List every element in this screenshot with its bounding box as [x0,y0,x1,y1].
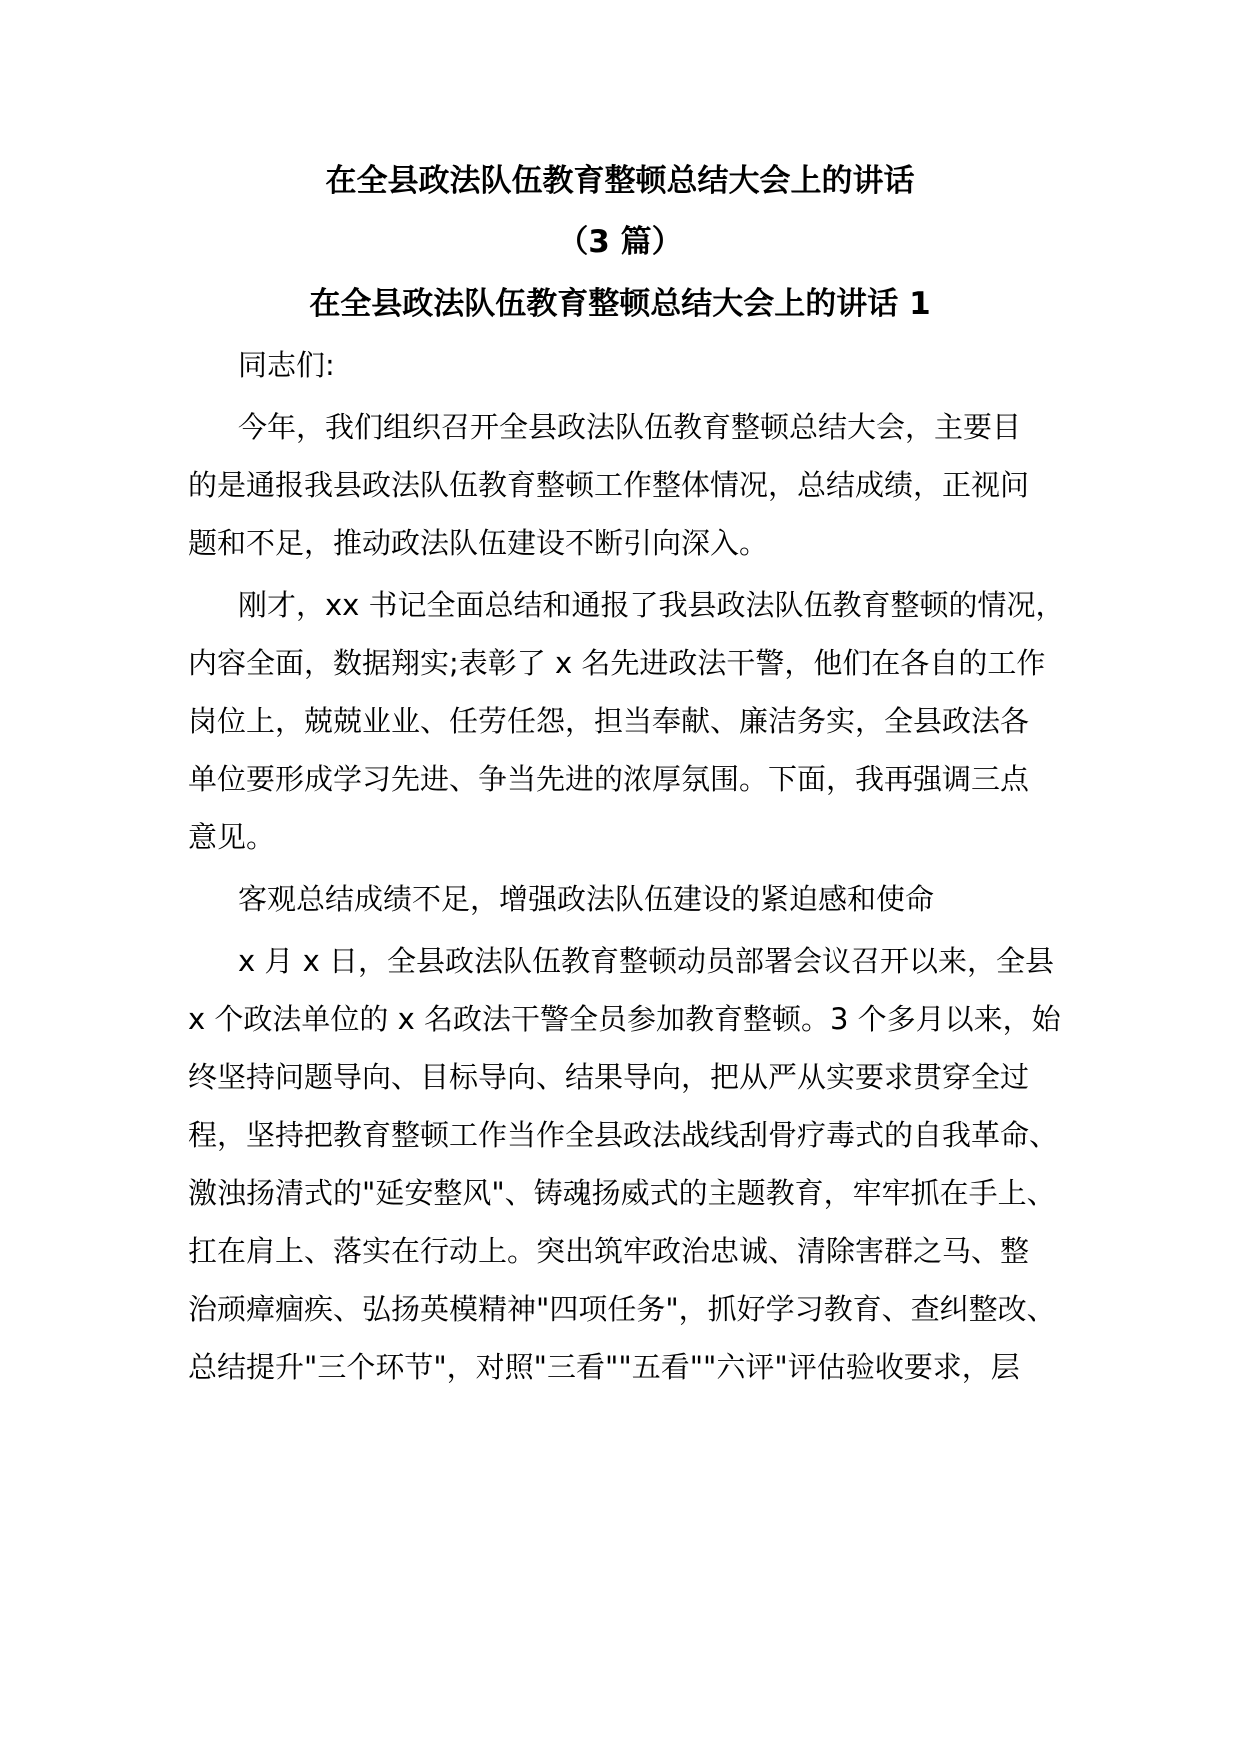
paragraph-line: 刚才，xx 书记全面总结和通报了我县政法队伍教育整顿的情况， [238,588,1065,622]
paragraph-line: 单位要形成学习先进、争当先进的浓厚氛围。下面，我再强调三点 [188,762,1030,796]
document-title: 在全县政法队伍教育整顿总结大会上的讲话 [325,163,915,199]
paragraph-line: 激浊扬清式的"延安整风"、铸魂扬威式的主题教育，牢牢抓在手上、 [188,1176,1056,1210]
document-title-count: （3 篇） [557,224,683,260]
section-point-heading: 客观总结成绩不足，增强政法队伍建设的紧迫感和使命 [238,882,935,916]
paragraph-line: 今年，我们组织召开全县政法队伍教育整顿总结大会，主要目 [238,410,1022,444]
salutation: 同志们: [238,348,335,382]
section-heading: 在全县政法队伍教育整顿总结大会上的讲话 1 [309,286,931,322]
paragraph-line: 扛在肩上、落实在行动上。突出筑牢政治忠诚、清除害群之马、整 [188,1234,1030,1268]
paragraph-line: 程，坚持把教育整顿工作当作全县政法战线刮骨疗毒式的自我革命、 [188,1118,1059,1152]
paragraph-line: 意见。 [188,820,276,854]
paragraph-line: x 个政法单位的 x 名政法干警全员参加教育整顿。3 个多月以来，始 [188,1002,1061,1036]
paragraph-line: 总结提升"三个环节"，对照"三看""五看""六评"评估验收要求，层 [188,1350,1020,1384]
paragraph-line: 内容全面，数据翔实;表彰了 x 名先进政法干警，他们在各自的工作 [188,646,1046,680]
paragraph-line: x 月 x 日，全县政法队伍教育整顿动员部署会议召开以来，全县 [238,944,1054,978]
paragraph-line: 的是通报我县政法队伍教育整顿工作整体情况，总结成绩，正视问 [188,468,1030,502]
paragraph-line: 岗位上，兢兢业业、任劳任怨，担当奉献、廉洁务实，全县政法各 [188,704,1030,738]
paragraph-line: 终坚持问题导向、目标导向、结果导向，把从严从实要求贯穿全过 [188,1060,1030,1094]
paragraph-line: 治顽瘴痼疾、弘扬英模精神"四项任务"，抓好学习教育、查纠整改、 [188,1292,1056,1326]
paragraph-line: 题和不足，推动政法队伍建设不断引向深入。 [188,526,769,560]
